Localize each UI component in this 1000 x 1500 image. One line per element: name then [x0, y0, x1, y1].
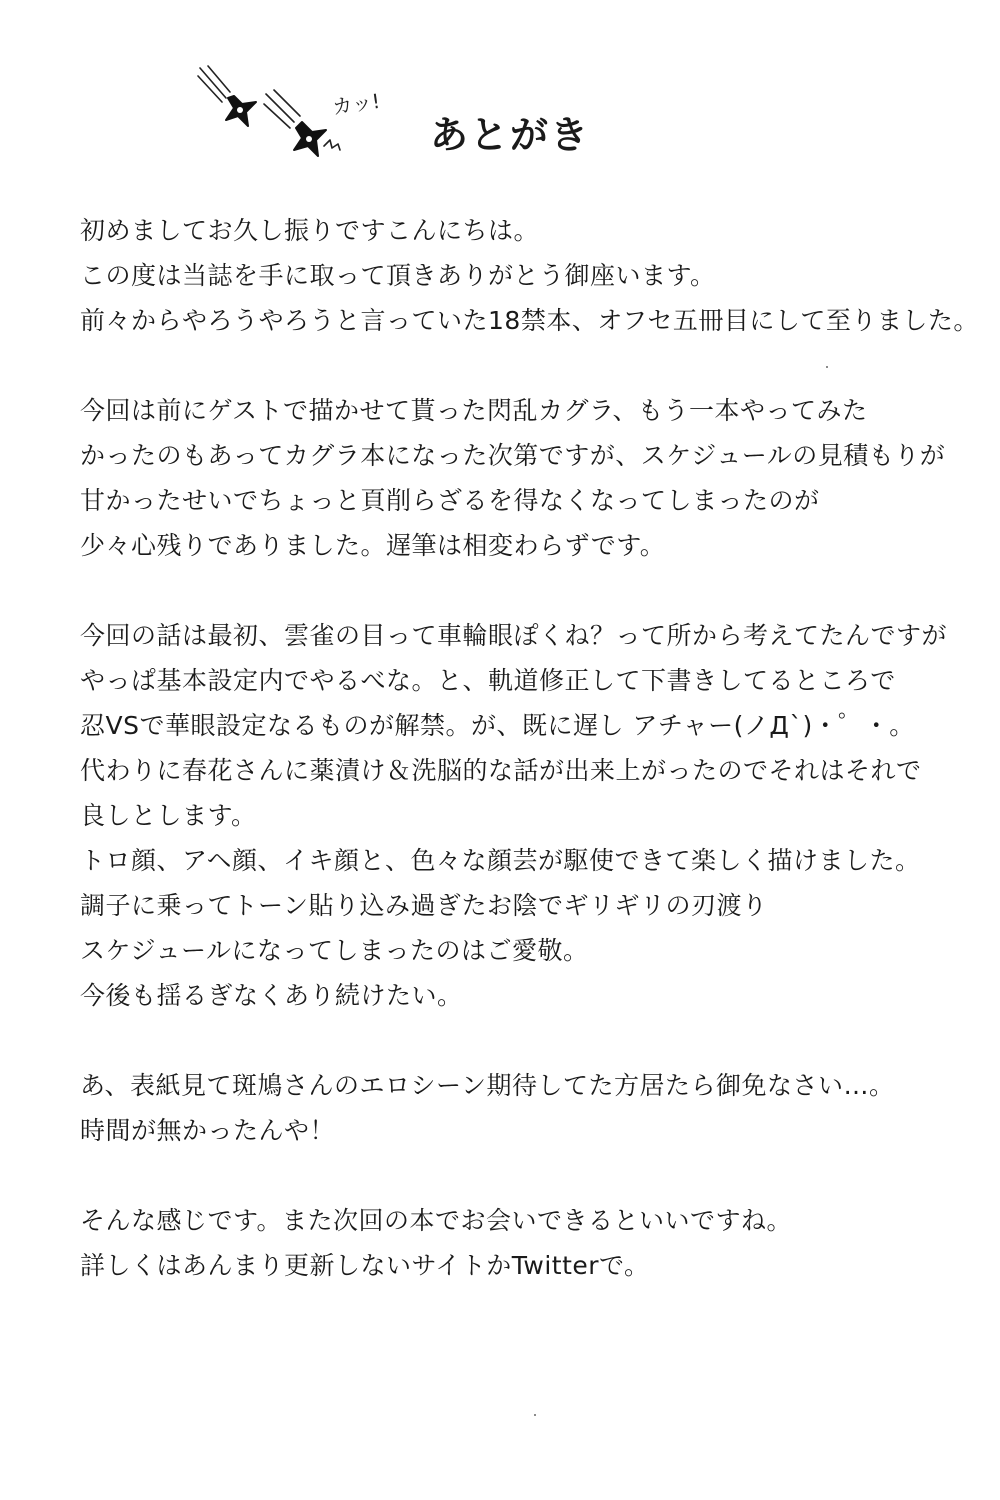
text-line: 調子に乗ってトーン貼り込み過ぎたお陰でギリギリの刃渡り [80, 891, 768, 920]
text-line: 良しとします。 [80, 801, 257, 830]
text-line: 忍VSで華眼設定なるものが解禁。が、既に遅し アチャー(ノД`)・゜・。 [80, 711, 915, 740]
paragraph [80, 388, 990, 568]
text-line: 代わりに春花さんに薬漬け＆洗脳的な話が出来上がったのでそれはそれで [80, 756, 922, 785]
text-line: トロ顔、アヘ顔、イキ顔と、色々な顔芸が駆使できて楽しく描けました。 [80, 846, 921, 875]
paper-speck [826, 366, 828, 368]
sound-effect-text: カッ! [330, 88, 382, 120]
text-line: 今回は前にゲストで描かせて貰った閃乱カグラ、もう一本やってみた [80, 396, 868, 425]
text-line: 時間が無かったんや！ [80, 1116, 336, 1145]
page-header [0, 0, 1000, 200]
paragraph [80, 208, 990, 343]
text-line: 少々心残りでありました。遅筆は相変わらずです。 [80, 531, 666, 560]
text-line: あ、表紙見て斑鳩さんのエロシーン期待してた方居たら御免なさい…。 [80, 1071, 895, 1100]
paragraph [80, 1063, 990, 1153]
paper-speck [534, 1414, 536, 1416]
afterword-body [80, 208, 990, 1333]
text-line: スケジュールになってしまったのはご愛敬。 [80, 936, 589, 965]
text-line: この度は当誌を手に取って頂きありがとう御座います。 [80, 261, 716, 290]
text-line: 今後も揺るぎなくあり続けたい。 [80, 981, 463, 1010]
text-line: 前々からやろうやろうと言っていた18禁本、オフセ五冊目にして至りました。 [80, 306, 979, 335]
page-title: あとがき [430, 113, 591, 157]
text-line: 今回の話は最初、雲雀の目って車輪眼ぽくね？って所から考えてたんですが [80, 621, 948, 650]
paragraph [80, 1198, 990, 1288]
text-line: かったのもあってカグラ本になった次第ですが、スケジュールの見積もりが [80, 441, 946, 470]
text-line: 甘かったせいでちょっと頁削らざるを得なくなってしまったのが [80, 486, 820, 515]
text-line: やっぱ基本設定内でやるべな。と、軌道修正して下書きしてるところで [80, 666, 896, 695]
text-line: 初めましてお久し振りですこんにちは。 [80, 216, 540, 245]
paragraph [80, 613, 990, 1018]
text-line: そんな感じです。また次回の本でお会いできるといいですね。 [80, 1206, 793, 1235]
text-line: 詳しくはあんまり更新しないサイトかTwitterで。 [80, 1251, 650, 1280]
